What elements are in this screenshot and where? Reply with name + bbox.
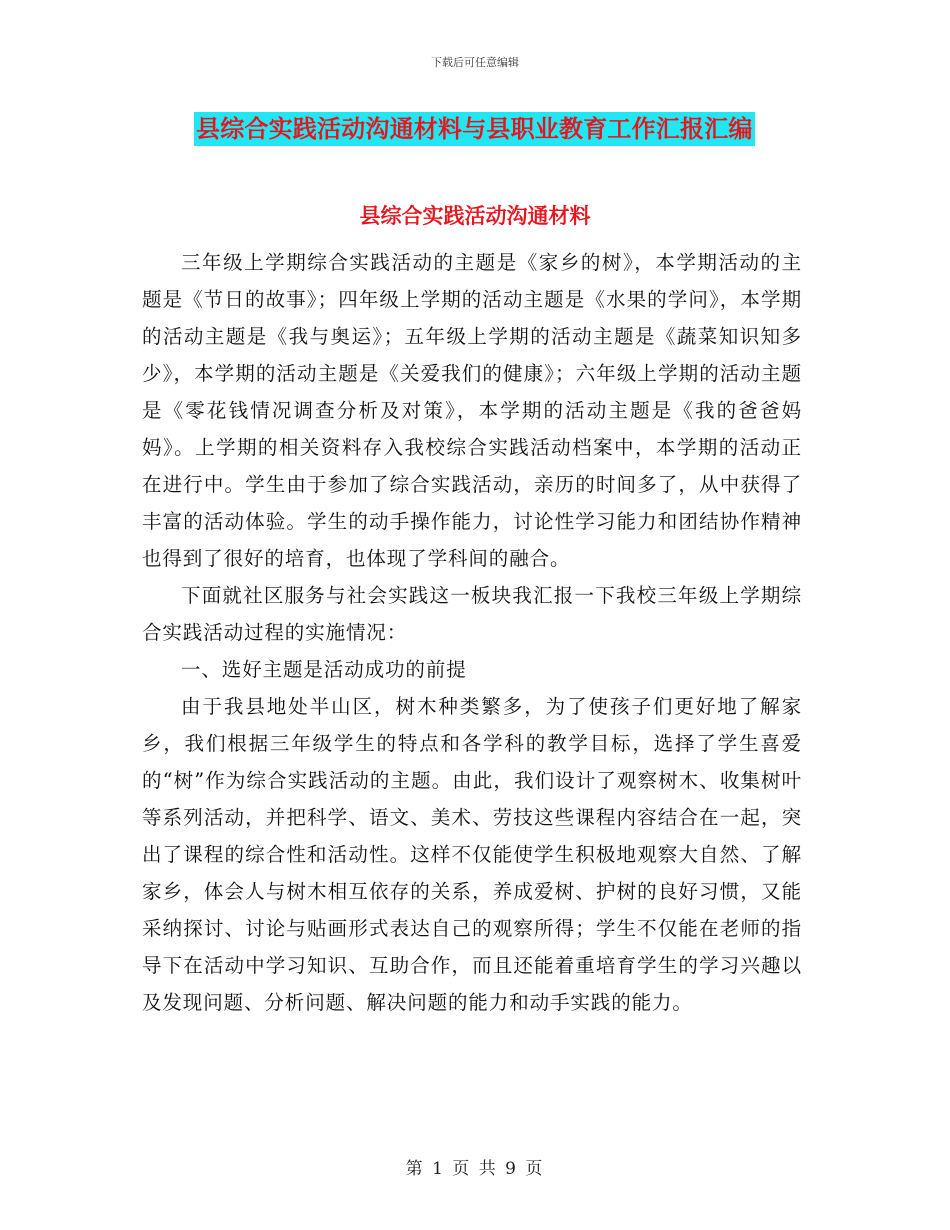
page-number: 第 1 页 共 9 页 — [405, 1159, 545, 1179]
paragraph-theme-detail: 由于我县地处半山区，树木种类繁多，为了使孩子们更好地了解家乡，我们根据三年级学生的特点和各学科的教学目标，选择了学生喜爱的“树”作为综合实践活动的主题。由此，我们设计了观察树木、收集树叶等系列活动，并把科学、语文、美术、劳技这些课程内容结合在一起，突出了课程的综合性和活动性。这样不仅能使学生积极地观察大自然、了解家乡，体会人与树木相互依存的关系，养成爱树、护树的良好习惯，又能采纳探讨、讨论与贴画形式表达自己的观察所得；学生不仅能在老师的指导下在活动中学习知识、互助合作，而且还能着重培育学生的学习兴趣以及发现问题、分析问题、解决问题的能力和动手实践的能力。 — [142, 695, 802, 1014]
download-note: 下载后可任意编辑 — [431, 56, 519, 69]
paragraph-intro: 三年级上学期综合实践活动的主题是《家乡的树》，本学期活动的主题是《节日的故事》；四年级上学期的活动主题是《水果的学问》，本学期的活动主题是《我与奥运》；五年级上学期的活动主题是《蔬菜知识知多少》，本学期的活动主题是《关爱我们的健康》；六年级上学期的活动主题是《零花钱情况调查分析及对策》，本学期的活动主题是《我的爸爸妈妈》。上学期的相关资料存入我校综合实践活动档案中，本学期的活动正在进行中。学生由于参加了综合实践活动，亲历的时间多了，从中获得了丰富的活动体验。学生的动手操作能力，讨论性学习能力和团结协作精神也得到了很好的培育，也体现了学科间的融合。 — [142, 251, 802, 570]
paragraph-report-lead: 下面就社区服务与社会实践这一板块我汇报一下我校三年级上学期综合实践活动过程的实施情况： — [142, 584, 802, 644]
subheading-choose-theme: 一、选好主题是活动成功的前提 — [181, 658, 467, 681]
document-body — [142, 244, 802, 1021]
document-title: 县综合实践活动沟通材料与县职业教育工作汇报汇编 — [194, 112, 755, 146]
section-title: 县综合实践活动沟通材料 — [359, 204, 591, 228]
